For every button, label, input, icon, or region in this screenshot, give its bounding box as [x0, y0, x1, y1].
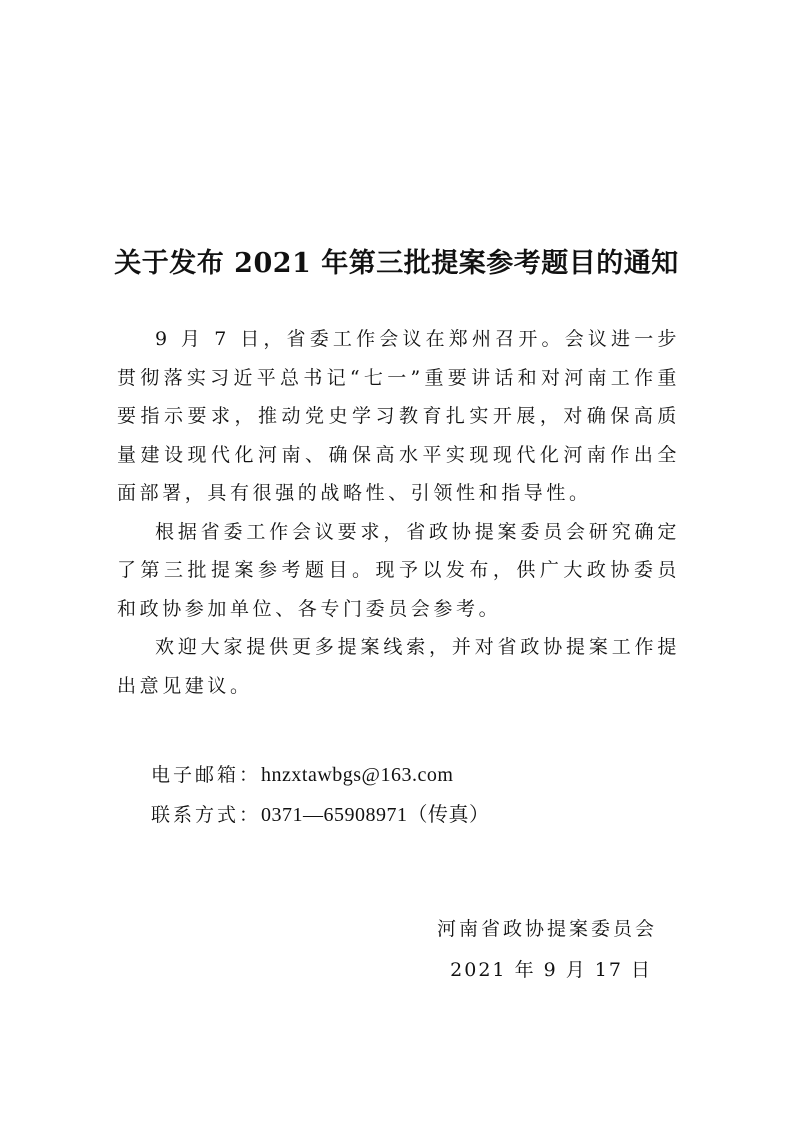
- signature-date: 2021 年 9 月 17 日: [450, 959, 652, 981]
- email-label: 电子邮箱：: [151, 764, 262, 786]
- contact-phone-line: [151, 800, 671, 830]
- paragraph-release: 根据省委工作会议要求，省政协提案委员会研究确定了第三批提案参考题目。现予以发布，供广大政协委员和政协参加单位、各专门委员会参考。: [117, 520, 680, 620]
- paragraph-meeting: 9 月 7 日，省委工作会议在郑州召开。会议进一步贯彻落实习近平总书记“七一”重要讲话和对河南工作重要指示要求，推动党史学习教育扎实开展，对确保高质量建设现代化河南、确保高水平实现现代化河南作出全面部署，具有很强的战略性、引领性和指导性。: [117, 328, 680, 504]
- phone-label: 联系方式：: [151, 804, 262, 826]
- contact-email-line: [151, 760, 671, 790]
- paragraph-invitation: 欢迎大家提供更多提案线索，并对省政协提案工作提出意见建议。: [117, 636, 680, 697]
- signature-organization: 河南省政协提案委员会: [436, 918, 657, 940]
- email-address: hnzxtawbgs@163.com: [261, 764, 454, 786]
- document-title: 关于发布 2021 年第三批提案参考题目的通知: [114, 248, 679, 279]
- document-body: [117, 320, 680, 705]
- phone-number: 0371—65908971（传真）: [261, 804, 490, 826]
